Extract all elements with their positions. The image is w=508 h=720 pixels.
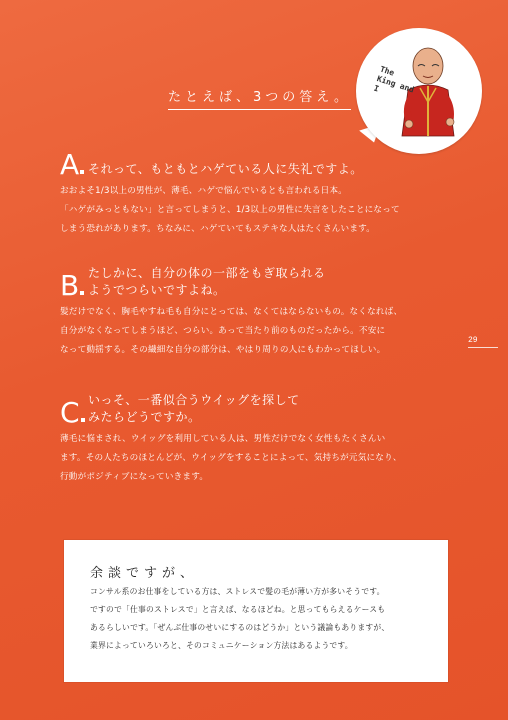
answer-b-letter: B — [60, 273, 88, 299]
answer-b-line: 髪だけでなく、胸毛やすね毛も自分にとっては、なくてはならないもの。なくなれば、 — [60, 307, 403, 317]
aside-line: ですので「仕事のストレスで」と言えば、なるほどね。と思ってもらえるケースも — [90, 605, 386, 614]
answer-c-title-line: みたらどうですか。 — [88, 410, 201, 424]
answer-c-letter: C — [60, 400, 88, 426]
answer-c-line: ます。その人たちのほとんどが、ウイッグをすることによって、気持ちが元気になり、 — [60, 453, 402, 463]
answer-b-line: なって動揺する。その繊細な自分の部分は、やはり周りの人にもわかってほしい。 — [60, 345, 386, 355]
aside-note-box — [64, 540, 448, 682]
answer-a-letter: A — [60, 152, 88, 178]
answer-b-body — [60, 303, 460, 360]
bubble-caption-line-1: The — [378, 64, 396, 78]
answer-c-title — [88, 392, 300, 426]
bubble-caption-line-2: King and I — [372, 74, 416, 95]
aside-title: 余談ですが、 — [90, 566, 199, 581]
page-number: 29 — [468, 336, 498, 348]
answer-a-body — [60, 182, 460, 239]
answer-a-line: おおよそ1/3以上の男性が、薄毛、ハゲで悩んでいるとも言われる日本。 — [60, 186, 348, 196]
answer-b-title-line: ようでつらいですよね。 — [88, 283, 226, 297]
answer-c-line: 行動がポジティブになっていきます。 — [60, 472, 209, 482]
answer-c-title-line: いっそ、一番似合うウイッグを探して — [88, 393, 300, 407]
answer-b-line: 自分がなくなってしまうほど、つらい。あって当たり前のものだったから。不安に — [60, 326, 386, 336]
aside-line: 業界によっていろいろと、そのコミュニケーション方法はあるようです。 — [90, 641, 353, 650]
aside-line: あるらしいです。「ぜんぶ仕事のせいにするのはどうか」という議論もありますが、 — [90, 623, 390, 632]
answer-b-title-line: たしかに、自分の体の一部をもぎ取られる — [88, 266, 326, 280]
answer-b — [60, 265, 460, 360]
answer-a — [60, 148, 460, 239]
answer-c-body — [60, 430, 460, 487]
speech-bubble — [356, 28, 482, 154]
answer-c — [60, 392, 460, 487]
answer-b-title — [88, 265, 326, 299]
answer-c-line: 薄毛に悩まされ、ウイッグを利用している人は、男性だけでなく女性もたくさんい — [60, 434, 386, 444]
answer-a-title: それって、もともとハゲている人に失礼ですよ。 — [88, 162, 363, 176]
answer-a-line: しまう恐れがあります。ちなみに、ハゲていてもステキな人はたくさんいます。 — [60, 224, 376, 234]
section-heading: たとえば、3つの答え。 — [168, 86, 351, 110]
answer-a-line: 「ハゲがみっともない」と言ってしまうと、1/3以上の男性に失言をしたことになって — [60, 205, 400, 215]
aside-line: コンサル系のお仕事をしている方は、ストレスで髪の毛が薄い方が多いそうです。 — [90, 587, 385, 596]
aside-body — [90, 583, 448, 655]
